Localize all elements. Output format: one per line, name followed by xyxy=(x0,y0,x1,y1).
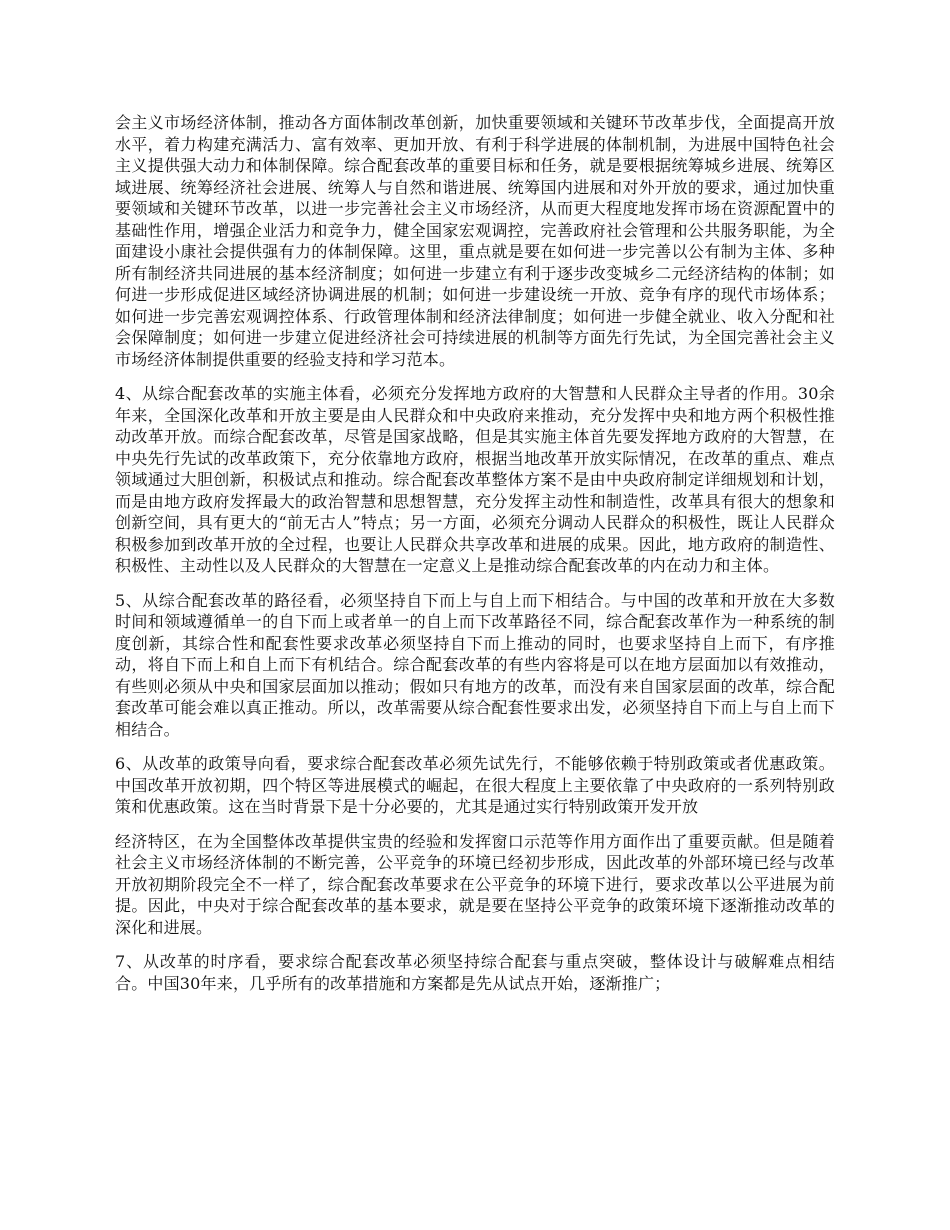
paragraph-point-5: 5、从综合配套改革的路径看，必须坚持自下而上与自上而下相结合。与中国的改革和开放在大多数时间和领域遵循单一的自下而上或者单一的自上而下改革路径不同，综合配套改革作为一种系统的制度创新，其综合性和配套性要求改革必须坚持自下而上推动的同时，也要求坚持自上而下，有序推动，将自下而上和自上而下有机结合。综合配套改革的有些内容将是可以在地方层面加以有效推动，有些则必须从中央和国家层面加以推动；假如只有地方的改革，而没有来自国家层面的改革，综合配套改革可能会难以真正推动。所以，改革需要从综合配套性要求出发，必须坚持自下而上与自上而下相结合。 xyxy=(115,590,835,739)
paragraph-intro: 会主义市场经济体制，推动各方面体制改革创新，加快重要领域和关键环节改革步伐，全面提高开放水平，着力构建充满活力、富有效率、更加开放、有利于科学进展的体制机制，为进展中国特色社会主义提供强大动力和体制保障。综合配套改革的重要目标和任务，就是要根据统筹城乡进展、统筹区域进展、统筹经济社会进展、统筹人与自然和谐进展、统筹国内进展和对外开放的要求，通过加快重要领域和关键环节改革，以进一步完善社会主义市场经济，从而更大程度地发挥市场在资源配置中的基础性作用，增强企业活力和竞争力，健全国家宏观调控，完善政府社会管理和公共服务职能，为全面建设小康社会提供强有力的体制保障。这里，重点就是要在如何进一步完善以公有制为主体、多种所有制经济共同进展的基本经济制度；如何进一步建立有利于逐步改变城乡二元经济结构的体制；如何进一步形成促进区域经济协调进展的机制；如何进一步建设统一开放、竞争有序的现代市场体系；如何进一步完善宏观调控体系、行政管理体制和经济法律制度；如何进一步健全就业、收入分配和社会保障制度；如何进一步建立促进经济社会可持续进展的机制等方面先行先试，为全国完善社会主义市场经济体制提供重要的经验支持和学习范本。 xyxy=(115,113,835,369)
document-page xyxy=(115,112,835,1007)
paragraph-point-7: 7、从改革的时序看，要求综合配套改革必须坚持综合配套与重点突破，整体设计与破解难点相结合。中国30年来，几乎所有的改革措施和方案都是先从试点开始，逐渐推广； xyxy=(115,952,835,993)
paragraph-point-6-continued: 经济特区，在为全国整体改革提供宝贵的经验和发挥窗口示范等作用方面作出了重要贡献。但是随着社会主义市场经济体制的不断完善，公平竞争的环境已经初步形成，因此改革的外部环境已经与改革开放初期阶段完全不一样了，综合配套改革要求在公平竞争的环境下进行，要求改革以公平进展为前提。因此，中央对于综合配套改革的基本要求，就是要在坚持公平竞争的政策环境下逐渐推动改革的深化和进展。 xyxy=(115,831,835,937)
paragraph-point-4: 4、从综合配套改革的实施主体看，必须充分发挥地方政府的大智慧和人民群众主导者的作用。30余年来，全国深化改革和开放主要是由人民群众和中央政府来推动，充分发挥中央和地方两个积极性推动改革开放。而综合配套改革，尽管是国家战略，但是其实施主体首先要发挥地方政府的大智慧，在中央先行先试的改革政策下，充分依靠地方政府，根据当地改革开放实际情况，在改革的重点、难点领域通过大胆创新，积极试点和推动。综合配套改革整体方案不是由中央政府制定详细规划和计划，而是由地方政府发挥最大的政治智慧和思想智慧，充分发挥主动性和制造性，改革具有很大的想象和创新空间，具有更大的“前无古人”特点；另一方面，必须充分调动人民群众的积极性，既让人民群众积极参加到改革开放的全过程，也要让人民群众共享改革和进展的成果。因此，地方政府的制造性、积极性、主动性以及人民群众的大智慧在一定意义上是推动综合配套改革的内在动力和主体。 xyxy=(115,384,835,575)
paragraph-point-6: 6、从改革的政策导向看，要求综合配套改革必须先试先行，不能够依赖于特别政策或者优惠政策。中国改革开放初期，四个特区等进展模式的崛起，在很大程度上主要依靠了中央政府的一系列特别政策和优惠政策。这在当时背景下是十分必要的，尤其是通过实行特别政策开发开放 xyxy=(115,754,835,816)
